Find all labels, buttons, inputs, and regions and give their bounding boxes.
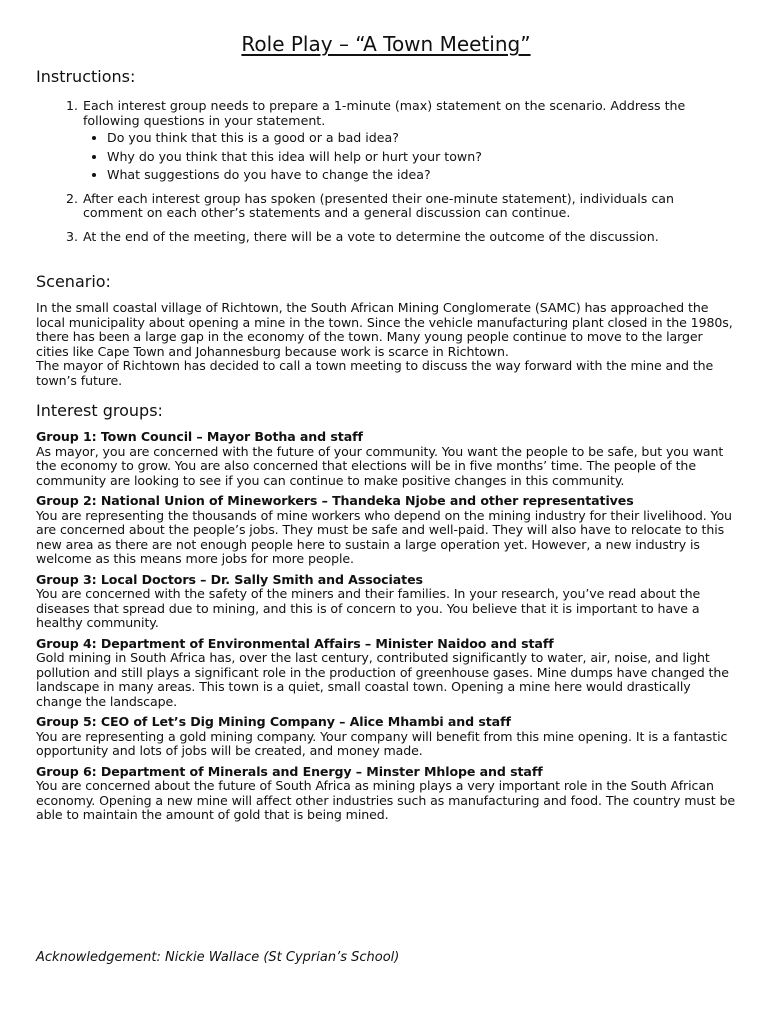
instruction-step-3: 3. At the end of the meeting, there will be a vote to determine the outcome of the discussion. [82,230,736,245]
scenario-heading: Scenario: [36,272,111,291]
interest-group [36,715,736,759]
instruction-step-text: Each interest group needs to prepare a 1-minute (max) statement on the scenario. Address the following questions in your statement. [83,98,686,128]
interest-group [36,765,736,823]
group-title: Group 5: CEO of Let’s Dig Mining Company – Alice Mhambi and staff [36,714,511,729]
group-description: You are representing a gold mining company. Your company will benefit from this mine opening. It is a fantastic opportunity and lots of jobs will be created, and money made. [36,728,728,758]
questions-list [83,131,736,183]
group-title: Group 2: National Union of Mineworkers – Thandeka Njobe and other representatives [36,493,634,508]
group-title: Group 6: Department of Minerals and Energy – Minster Mhlope and staff [36,763,543,779]
instructions-heading: Instructions: [36,67,136,86]
scenario-section [36,301,736,388]
scenario-paragraph: The mayor of Richtown has decided to call a town meeting to discuss the way forward with the mine and the town’s future. [36,358,714,388]
page-title: Role Play – “A Town Meeting” [241,32,531,56]
interest-group [36,494,736,567]
group-title: Group 3: Local Doctors – Dr. Sally Smith and Associates [36,571,423,587]
group-description: As mayor, you are concerned with the future of your community. You want the people to be safe, but you want the economy to grow. You are also concerned that elections will be in five months’ time. The people of the community are looking to see if you can continue to make positive changes in this community. [36,443,724,488]
instructions-list [36,99,736,244]
group-title: Group 4: Department of Environmental Affairs – Minister Naidoo and staff [36,635,554,651]
instruction-step-2: 2. After each interest group has spoken (presented their one-minute statement), individuals can comment on each other’s statements and a general discussion can continue. [82,192,736,221]
question-item: • Why do you think that this idea will help or hurt your town? [107,150,736,165]
scenario-paragraph: In the small coastal village of Richtown, the South African Mining Conglomerate (SAMC) has approached the local municipality about opening a mine in the town. Since the vehicle manufacturing plant closed in the 1980s, there has been a large gap in the economy of the town. Many young people continue to move to the larger cities like Cape Town and Johannesburg because work is scarce in Richtown. [36,300,733,359]
interest-group [36,637,736,710]
group-title: Group 1: Town Council – Mayor Botha and staff [36,429,363,444]
group-description: You are representing the thousands of mine workers who depend on the mining industry for their livelihood. You are concerned about the people’s jobs. They must be safe and well-paid. They will also have to relocate to this new area as there are not enough people here to sustain a large operation yet. However, a new industry is welcome as this means more jobs for more people. [36,507,732,566]
question-item: • Do you think that this is a good or a bad idea? [107,131,736,146]
acknowledgement: Acknowledgement: Nickie Wallace (St Cyprian’s School) [36,950,400,965]
interest-groups-heading: Interest groups: [36,401,163,420]
interest-group [36,573,736,631]
document-page [36,30,736,823]
group-description: Gold mining in South Africa has, over the last century, contributed significantly to water, air, noise, and light pollution and still plays a significant role in the production of greenhouse gases. Mine dumps have changed the landscape in many areas. This town is a quiet, small coastal town. Opening a mine here would drastically change the landscape. [36,650,729,709]
instruction-step-1 [82,99,736,183]
interest-group [36,430,736,488]
question-item: • What suggestions do you have to change the idea? [107,168,736,183]
group-description: You are concerned about the future of South Africa as mining plays a very important role in the South African economy. Opening a new mine will affect other industries such as manufacturing and food. The country must be able to maintain the amount of gold that is being mined. [36,778,736,822]
group-description: You are concerned with the safety of the miners and their families. In your research, you’ve read about the diseases that spread due to mining, and this is of concern to you. You believe that it is important to have a healthy community. [36,586,701,630]
